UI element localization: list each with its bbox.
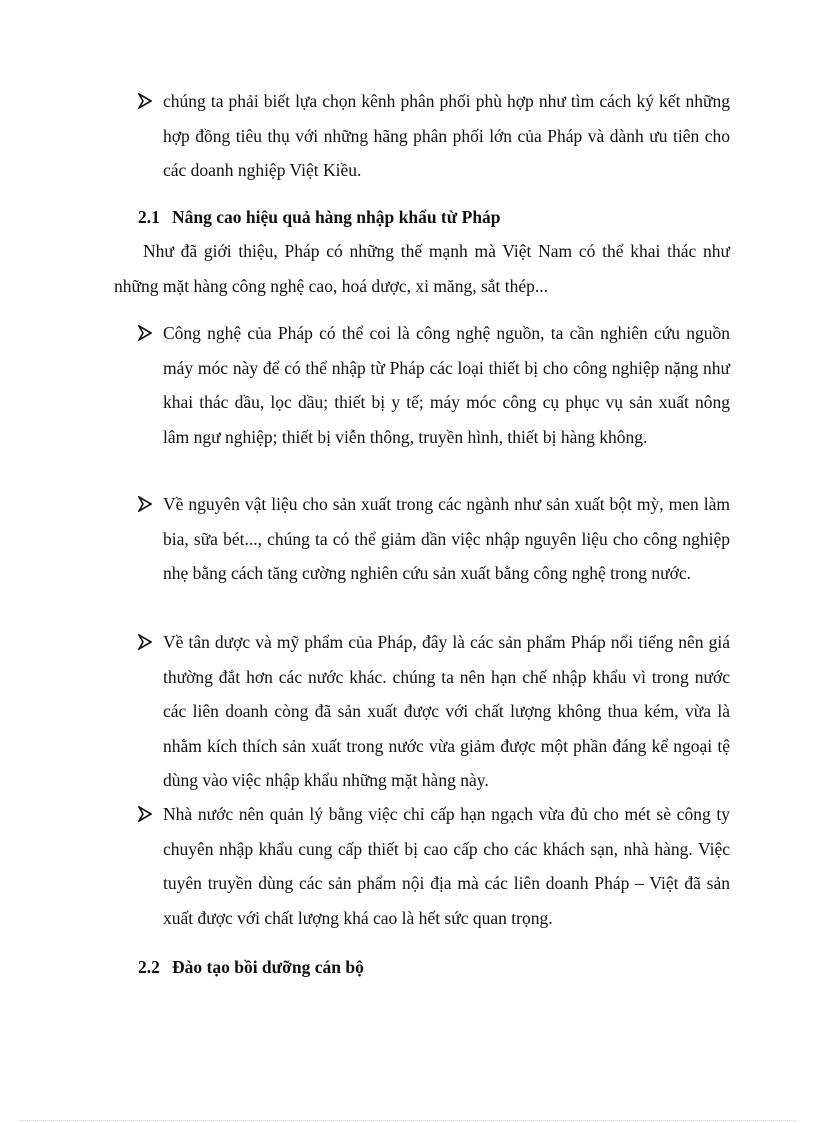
- arrowhead-bullet-icon: [138, 625, 154, 659]
- section-number: 2.1: [138, 207, 160, 227]
- arrowhead-bullet-icon: [138, 316, 154, 350]
- arrowhead-bullet-icon: [138, 487, 154, 521]
- list-item-text: Về tân dược và mỹ phẩm của Pháp, đây là các sản phẩm Pháp nổi tiếng nên giá thường đắt hơn các nước khác. chúng ta nên hạn chế nhập khẩu vì trong nước các liên doanh còng đã sản xuất được với chất lượng không thua kém, vừa là nhằm kích thích sản xuất trong nước vừa giảm được một phần đáng kể ngoại tệ dùng vào việc nhập khẩu những mặt hàng này.: [163, 632, 730, 790]
- arrowhead-bullet-icon: [138, 84, 154, 118]
- list-item-text: Về nguyên vật liệu cho sản xuất trong các ngành như sản xuất bột mỳ, men làm bia, sữa bét..., chúng ta có thể giảm dần việc nhập nguyên liệu cho công nghiệp nhẹ bằng cách tăng cường nghiên cứu sản xuất bằng công nghệ trong nước.: [163, 494, 730, 583]
- section-number: 2.2: [138, 957, 160, 977]
- intro-paragraph: Như đã giới thiệu, Pháp có những thế mạnh mà Việt Nam có thể khai thác như những mặt hàng công nghệ cao, hoá dược, xi măng, sắt thép...: [114, 241, 730, 296]
- list-item-text: Nhà nước nên quản lý bằng việc chỉ cấp hạn ngạch vừa đủ cho mét sè công ty chuyên nhập khẩu cung cấp thiết bị cao cấp cho các khách sạn, nhà hàng. Việc tuyên truyền dùng các sản phẩm nội địa mà các liên doanh Pháp – Việt đã sản xuất được với chất lượng khá cao là hết sức quan trọng.: [163, 804, 730, 928]
- list-item: [138, 625, 730, 798]
- list-item-text: chúng ta phải biết lựa chọn kênh phân phối phù hợp như tìm cách ký kết những hợp đồng tiêu thụ với những hãng phân phối lớn của Pháp và dành ưu tiên cho các doanh nghiệp Việt Kiều.: [163, 91, 730, 180]
- page-bottom-divider: [20, 1120, 796, 1121]
- section-title: Nâng cao hiệu quả hàng nhập khẩu từ Pháp: [172, 207, 501, 227]
- list-item: [138, 487, 730, 591]
- list-item: [138, 316, 730, 454]
- section-heading-2-2: [138, 950, 364, 984]
- section-title: Đào tạo bồi dưỡng cán bộ: [172, 957, 364, 977]
- section-heading-2-1: [138, 200, 501, 234]
- list-item: [138, 84, 730, 188]
- arrowhead-bullet-icon: [138, 797, 154, 831]
- list-item-text: Công nghệ của Pháp có thể coi là công nghệ nguồn, ta cần nghiên cứu nguồn máy móc này để có thể nhập từ Pháp các loại thiết bị cho công nghiệp nặng như khai thác dầu, lọc dầu; thiết bị y tế; máy móc công cụ phục vụ sản xuất nông lâm ngư nghiệp; thiết bị viễn thông, truyền hình, thiết bị hàng không.: [163, 323, 730, 447]
- list-item: [138, 797, 730, 935]
